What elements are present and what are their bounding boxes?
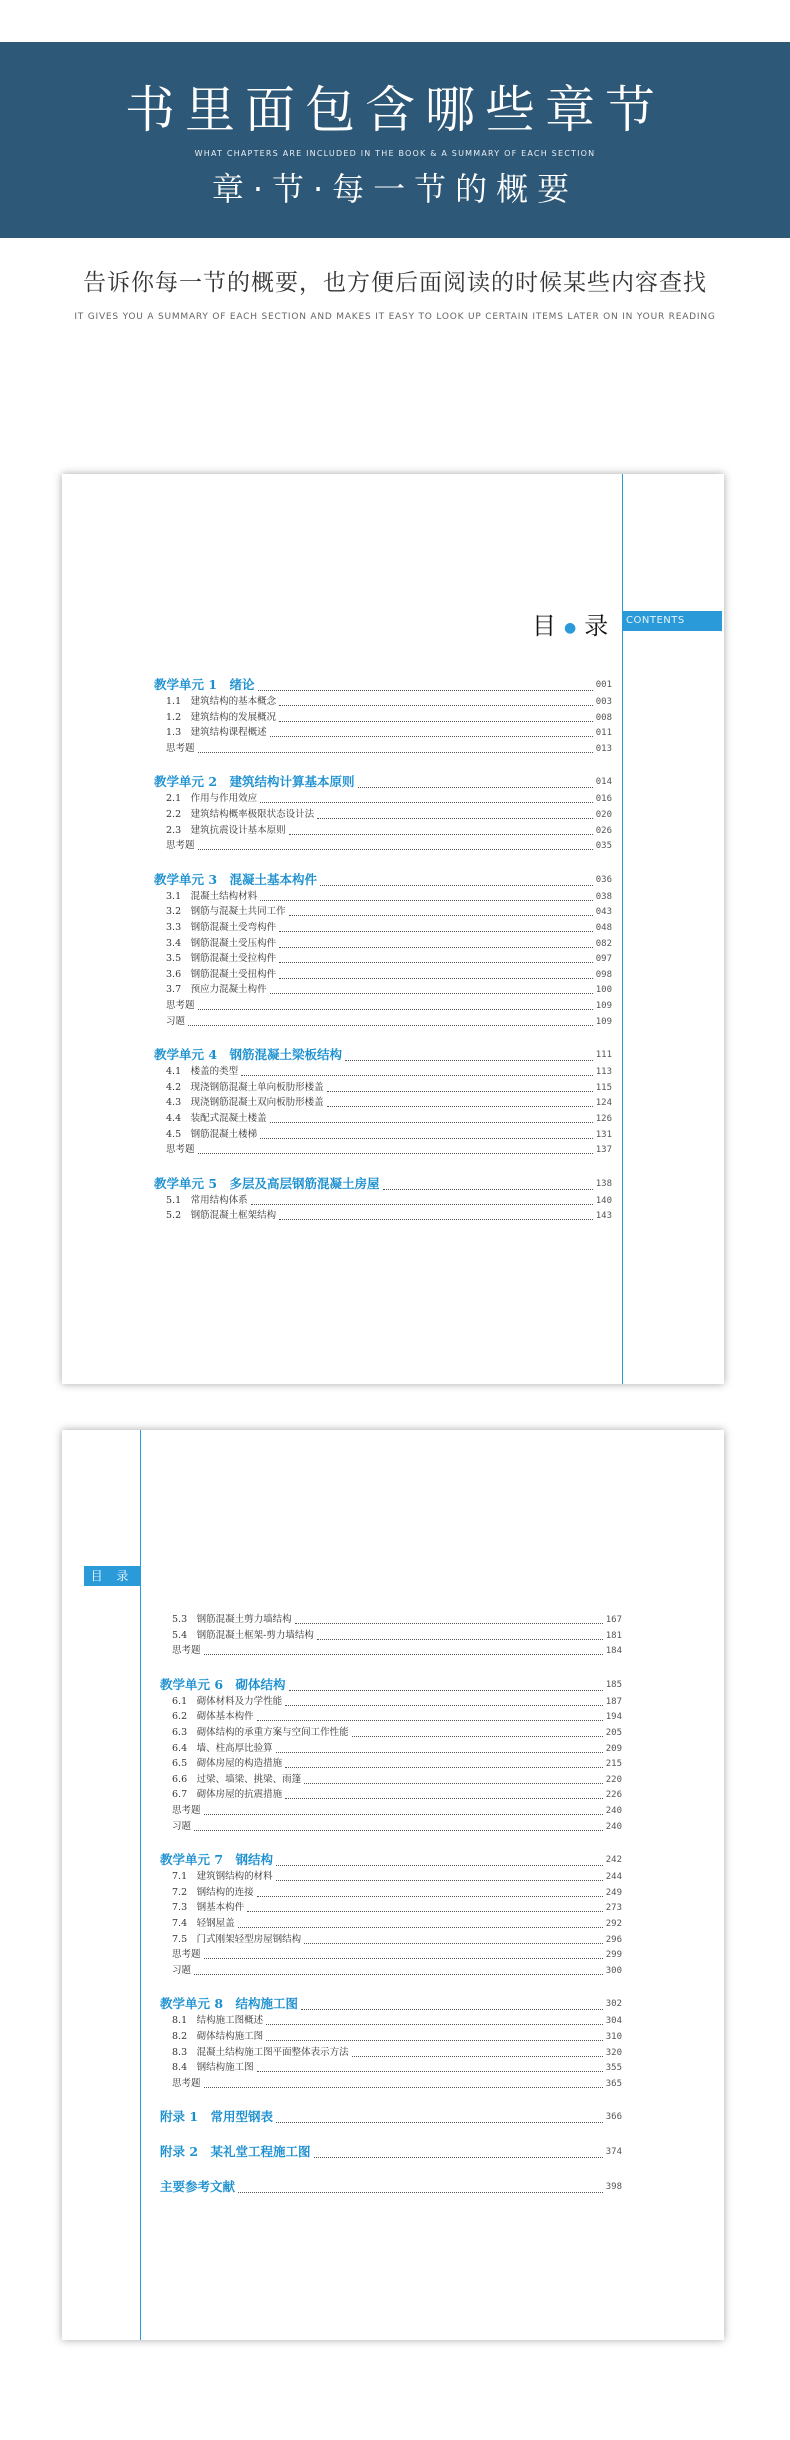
toc-entry-title: 教学单元 2 建筑结构计算基本原则 — [154, 774, 355, 790]
toc-section-row — [172, 1917, 622, 1931]
toc-section-row — [166, 742, 612, 756]
toc-unit-row — [160, 2108, 622, 2126]
toc-leader-dots — [279, 962, 593, 963]
toc-entry-title: 6.2 砌体基本构件 — [172, 1711, 254, 1723]
toc-entry-title: 习题 — [166, 1015, 186, 1027]
toc-leader-dots — [295, 1623, 603, 1624]
toc-entry-title: 3.2 钢筋与混凝土共同工作 — [166, 906, 286, 918]
toc-page-number: 038 — [595, 891, 612, 902]
toc-page-number: 242 — [605, 1855, 622, 1866]
toc-page-number: 215 — [605, 1759, 622, 1770]
toc-section-row — [172, 1773, 622, 1787]
toc-section-row — [172, 1948, 622, 1962]
toc-section-row — [172, 1644, 622, 1658]
toc-page-number: 126 — [595, 1114, 612, 1124]
toc-page-number: 302 — [605, 1999, 622, 2010]
toc-page-number: 097 — [595, 954, 612, 965]
toc-section-row — [172, 1870, 622, 1884]
toc-entry-title: 1.1 建筑结构的基本概念 — [166, 696, 277, 707]
toc-page-number: 043 — [595, 907, 612, 918]
toc-leader-dots — [276, 2122, 603, 2123]
toc-page-number: 310 — [605, 2032, 622, 2042]
toc-entry-title: 4.3 现浇钢筋混凝土双向板肋形楼盖 — [166, 1097, 324, 1109]
toc-entry-title: 1.2 建筑结构的发展概况 — [166, 711, 277, 723]
toc-page-number: 001 — [595, 680, 612, 690]
toc-entry-title: 5.2 钢筋混凝土框架结构 — [166, 1210, 277, 1222]
toc-page-number: 014 — [595, 777, 612, 788]
page-divider-line — [140, 1430, 141, 2340]
toc-entry-title: 5.1 常用结构体系 — [166, 1194, 248, 1206]
toc-entry-title: 2.1 作用与作用效应 — [166, 793, 258, 805]
toc-entry-title: 附录 2 某礼堂工程施工图 — [160, 2144, 311, 2160]
toc-section-row — [166, 983, 612, 997]
toc-page-number: 100 — [595, 985, 612, 996]
toc-page-number: 140 — [595, 1195, 612, 1206]
toc-entry-title: 7.3 钢基本构件 — [172, 1902, 245, 1914]
toc-leader-dots — [352, 1736, 603, 1737]
toc-section-row — [166, 808, 612, 822]
toc-entry-title: 思考题 — [172, 1645, 201, 1657]
toc-section-row — [166, 905, 612, 919]
toc-entry-title: 8.1 结构施工图概述 — [172, 2015, 264, 2027]
toc-leader-dots — [194, 1974, 603, 1975]
toc-section-row — [166, 937, 612, 951]
toc-leader-dots — [304, 1943, 603, 1944]
toc-section-row — [172, 2014, 622, 2028]
toc-section-row — [172, 1710, 622, 1724]
toc-page-number: 185 — [605, 1679, 622, 1690]
toc-section-row — [172, 1695, 622, 1709]
toc-heading-dot: ● — [564, 619, 583, 636]
tagline: 告诉你每一节的概要，也方便后面阅读的时候某些内容查找 — [83, 270, 707, 296]
toc-page-number: 300 — [605, 1965, 622, 1976]
toc-leader-dots — [270, 993, 593, 994]
toc-page-number: 194 — [605, 1712, 622, 1723]
toc-leader-dots — [276, 1752, 603, 1753]
toc-leader-dots — [266, 2024, 603, 2025]
toc-section-row — [166, 1065, 612, 1079]
toc-section-row — [166, 839, 612, 853]
toc-entry-title: 3.4 钢筋混凝土受压构件 — [166, 937, 277, 949]
toc-leader-dots — [241, 1075, 593, 1076]
toc-leader-dots — [301, 2009, 603, 2010]
toc-section-row — [166, 824, 612, 838]
toc-leader-dots — [352, 2056, 603, 2057]
toc-entry-title: 思考题 — [166, 1144, 195, 1156]
toc-entry-title: 教学单元 1 绪论 — [154, 677, 255, 692]
toc-leader-dots — [266, 2040, 603, 2041]
toc-page-number: 109 — [595, 1016, 612, 1027]
toc-unit-row — [160, 2178, 622, 2196]
toc-section-row — [166, 695, 612, 709]
toc-section-row — [166, 952, 612, 966]
toc-entry-title: 主要参考文献 — [160, 2179, 236, 2195]
toc-leader-dots — [276, 1880, 603, 1881]
toc-page-number: 011 — [595, 728, 612, 739]
toc-leader-dots — [345, 1060, 593, 1061]
toc-page-number: 115 — [595, 1082, 612, 1093]
toc-leader-dots — [279, 705, 593, 706]
toc-entry-title: 3.7 预应力混凝土构件 — [166, 984, 267, 996]
toc-section-row — [172, 2046, 622, 2060]
toc-page-number: 365 — [605, 2078, 622, 2089]
toc-leader-dots — [279, 978, 593, 979]
toc-leader-dots — [317, 818, 593, 819]
toc-leader-dots — [204, 2087, 603, 2088]
toc-page-2 — [62, 1430, 724, 2340]
toc-leader-dots — [285, 1767, 603, 1768]
toc-section-row — [166, 711, 612, 725]
toc-leader-dots — [327, 1106, 593, 1107]
toc-entry-title: 4.1 楼盖的类型 — [166, 1066, 239, 1078]
toc-leader-dots — [260, 900, 593, 901]
toc-section-row — [172, 1820, 622, 1834]
toc-page-number: 016 — [595, 794, 612, 805]
toc-page-number: 013 — [595, 743, 612, 754]
toc-leader-dots — [285, 1798, 603, 1799]
banner-title: 书里面包含哪些章节 — [125, 81, 665, 139]
toc-section-row — [166, 1128, 612, 1142]
toc-page-number: 398 — [605, 2182, 622, 2193]
toc-entry-title: 3.3 钢筋混凝土受弯构件 — [166, 922, 277, 933]
toc-section-row — [172, 1901, 622, 1915]
toc-page-number: 220 — [605, 1774, 622, 1785]
toc-heading — [532, 606, 615, 640]
toc-entry-title: 7.2 钢结构的连接 — [172, 1886, 254, 1898]
toc-leader-dots — [279, 721, 593, 722]
toc-entry-title: 4.2 现浇钢筋混凝土单向板肋形楼盖 — [166, 1081, 324, 1093]
toc-section-row — [172, 1804, 622, 1818]
toc-heading-right: 录 — [584, 612, 615, 640]
toc-page-number: 138 — [595, 1178, 612, 1189]
toc-entry-title: 2.3 建筑抗震设计基本原则 — [166, 824, 286, 836]
toc-leader-dots — [279, 1219, 593, 1220]
toc-leader-dots — [198, 752, 593, 753]
toc-leader-dots — [289, 915, 593, 916]
toc-entry-title: 6.4 墙、柱高厚比验算 — [172, 1742, 273, 1754]
toc-entry-title: 3.5 钢筋混凝土受拉构件 — [166, 953, 277, 965]
toc-leader-dots — [238, 2192, 603, 2193]
toc-leader-dots — [247, 1911, 603, 1912]
toc-leader-dots — [289, 834, 593, 835]
toc-heading-left: 目 — [532, 612, 562, 640]
toc-section-row — [166, 1112, 612, 1126]
toc-section-row — [172, 1757, 622, 1771]
toc-leader-dots — [260, 1138, 593, 1139]
toc-entry-title: 4.4 装配式混凝土楼盖 — [166, 1113, 267, 1124]
toc-leader-dots — [260, 802, 593, 803]
toc-leader-dots — [257, 2071, 603, 2072]
toc-entry-title: 8.2 砌体结构施工图 — [172, 2031, 264, 2042]
toc-page-number: 304 — [605, 2016, 622, 2027]
toc-entry-title: 6.7 砌体房屋的抗震措施 — [172, 1789, 283, 1801]
toc-section-row — [172, 1629, 622, 1643]
toc-section-row — [166, 921, 612, 935]
toc-leader-dots — [251, 1204, 593, 1205]
toc-page-number: 366 — [605, 2112, 622, 2123]
toc-unit-row — [160, 2143, 622, 2161]
toc-page-number: 020 — [595, 810, 612, 820]
toc-section-row — [166, 999, 612, 1013]
toc-leader-dots — [304, 1783, 603, 1784]
toc-page-number: 026 — [595, 825, 612, 836]
toc-leader-dots — [317, 1639, 603, 1640]
toc-section-row — [166, 890, 612, 904]
toc-page-number: 167 — [605, 1615, 622, 1625]
toc-section-row — [166, 1209, 612, 1223]
toc-entry-title: 教学单元 3 混凝土基本构件 — [154, 871, 318, 887]
toc-entry-title: 8.3 混凝土结构施工图平面整体表示方法 — [172, 2046, 349, 2058]
toc-page-number: 187 — [605, 1696, 622, 1707]
toc-section-row — [172, 1886, 622, 1900]
toc-page-number: 131 — [595, 1129, 612, 1140]
toc-page-number: 098 — [595, 969, 612, 980]
toc-section-row — [172, 1964, 622, 1978]
toc-leader-dots — [194, 1830, 603, 1831]
toc-entry-title: 6.6 过梁、墙梁、挑梁、雨篷 — [172, 1773, 302, 1785]
toc-entry-title: 1.3 建筑结构课程概述 — [166, 727, 267, 739]
toc-page-number: 296 — [605, 1934, 622, 1945]
toc-page-number: 082 — [595, 938, 612, 949]
toc-leader-dots — [383, 1189, 593, 1190]
toc-leader-dots — [258, 690, 593, 691]
toc-leader-dots — [257, 1720, 603, 1721]
toc-section-row — [172, 2077, 622, 2091]
toc-leader-dots — [279, 947, 593, 948]
toc-page-number: 355 — [605, 2063, 622, 2074]
toc-leader-dots — [285, 1705, 603, 1706]
toc-entry-title: 思考题 — [166, 742, 195, 754]
toc-entry-title: 思考题 — [172, 1805, 201, 1816]
toc-entry-title: 3.1 混凝土结构材料 — [166, 890, 258, 902]
toc-page-number: 249 — [605, 1887, 622, 1898]
toc-section-row — [166, 1096, 612, 1110]
toc-entry-title: 5.3 钢筋混凝土剪力墙结构 — [172, 1614, 292, 1625]
toc-page-number: 143 — [595, 1211, 612, 1222]
toc-page-number: 048 — [595, 923, 612, 933]
toc-entry-title: 6.5 砌体房屋的构造措施 — [172, 1758, 283, 1770]
toc-entry-title: 思考题 — [166, 840, 195, 852]
toc-page-number: 209 — [605, 1743, 622, 1754]
toc-tag: 目 录 — [84, 1566, 140, 1586]
toc-section-row — [166, 1194, 612, 1208]
banner-subtitle: 章·节·每一节的概要 — [211, 170, 579, 208]
toc-leader-dots — [188, 1025, 593, 1026]
toc-unit-row — [154, 1175, 612, 1193]
toc-entry-title: 教学单元 8 结构施工图 — [160, 1996, 299, 2012]
toc-page-number: 003 — [595, 697, 612, 707]
toc-section-row — [172, 1613, 622, 1627]
toc-leader-dots — [358, 787, 593, 788]
toc-page-number: 035 — [595, 841, 612, 852]
toc-leader-dots — [198, 849, 593, 850]
toc-unit-row — [154, 871, 612, 889]
header-banner — [0, 42, 790, 238]
toc-entry-title: 教学单元 7 钢结构 — [160, 1852, 274, 1868]
toc-leader-dots — [320, 885, 593, 886]
toc-page-number: 184 — [605, 1646, 622, 1657]
toc-page-number: 244 — [605, 1872, 622, 1883]
toc-unit-row — [160, 1851, 622, 1869]
toc-section-row — [166, 792, 612, 806]
toc-section-row — [166, 1081, 612, 1095]
toc-entry-title: 7.5 门式刚架轻型房屋钢结构 — [172, 1933, 302, 1945]
toc-entry-title: 7.4 轻钢屋盖 — [172, 1918, 235, 1929]
toc-page-number: 226 — [605, 1790, 622, 1801]
toc-section-row — [166, 726, 612, 740]
toc-section-row — [172, 2030, 622, 2044]
toc-leader-dots — [257, 1896, 603, 1897]
toc-entry-title: 思考题 — [166, 1000, 195, 1011]
toc-page-number: 273 — [605, 1903, 622, 1914]
toc-entry-title: 5.4 钢筋混凝土框架-剪力墙结构 — [172, 1629, 314, 1641]
toc-page-number: 292 — [605, 1919, 622, 1929]
toc-entry-title: 教学单元 5 多层及高层钢筋混凝土房屋 — [154, 1175, 380, 1191]
toc-leader-dots — [276, 1865, 603, 1866]
toc-leader-dots — [238, 1927, 603, 1928]
toc-page-number: 205 — [605, 1728, 622, 1738]
toc-section-row — [172, 1726, 622, 1740]
toc-page-number: 036 — [595, 874, 612, 885]
toc-entry-title: 教学单元 6 砌体结构 — [160, 1676, 286, 1692]
toc-leader-dots — [198, 1153, 593, 1154]
toc-entry-title: 7.1 建筑钢结构的材料 — [172, 1871, 273, 1883]
toc-entry-title: 习题 — [172, 1964, 192, 1976]
toc-leader-dots — [198, 1009, 593, 1010]
toc-page-number: 181 — [605, 1630, 622, 1641]
toc-page-number: 008 — [595, 712, 612, 723]
toc-leader-dots — [204, 1958, 603, 1959]
toc-entry-title: 8.4 钢结构施工图 — [172, 2062, 254, 2074]
toc-page-number: 240 — [605, 1821, 622, 1832]
toc-entry-title: 6.3 砌体结构的承重方案与空间工作性能 — [172, 1727, 349, 1738]
toc-page-number: 374 — [605, 2147, 622, 2158]
toc-entry-title: 教学单元 4 钢筋混凝土梁板结构 — [154, 1047, 343, 1063]
toc-section-row — [172, 1933, 622, 1947]
toc-entry-title: 习题 — [172, 1820, 192, 1832]
toc-section-row — [172, 2061, 622, 2075]
toc-entry-title: 思考题 — [172, 1949, 201, 1961]
toc-section-row — [172, 1788, 622, 1802]
toc-unit-row — [154, 676, 612, 694]
tagline-english: IT GIVES YOU A SUMMARY OF EACH SECTION AND MAKES IT EASY TO LOOK UP CERTAIN ITEMS LATER ON IN YOUR READING — [74, 312, 716, 322]
toc-entry-title: 思考题 — [172, 2077, 201, 2089]
toc-section-row — [166, 1143, 612, 1157]
toc-entry-title: 6.1 砌体材料及力学性能 — [172, 1695, 283, 1707]
toc-leader-dots — [204, 1814, 603, 1815]
toc-unit-row — [154, 1046, 612, 1064]
toc-leader-dots — [270, 736, 593, 737]
toc-page-number: 111 — [595, 1050, 612, 1061]
toc-page-number: 124 — [595, 1098, 612, 1109]
toc-section-row — [172, 1742, 622, 1756]
toc-leader-dots — [327, 1091, 593, 1092]
contents-tag: CONTENTS — [622, 611, 722, 631]
toc-section-row — [166, 1015, 612, 1029]
toc-page-number: 113 — [595, 1067, 612, 1078]
toc-entry-title: 附录 1 常用型钢表 — [160, 2109, 274, 2125]
toc-section-row — [166, 968, 612, 982]
toc-page-number: 320 — [605, 2047, 622, 2058]
toc-unit-row — [154, 773, 612, 791]
toc-leader-dots — [314, 2157, 603, 2158]
toc-leader-dots — [289, 1690, 603, 1691]
toc-entry-title: 2.2 建筑结构概率极限状态设计法 — [166, 809, 315, 820]
toc-page-number: 137 — [595, 1145, 612, 1156]
toc-page-number: 299 — [605, 1950, 622, 1961]
toc-entry-title: 4.5 钢筋混凝土楼梯 — [166, 1128, 258, 1140]
toc-unit-row — [160, 1676, 622, 1694]
toc-page-number: 240 — [605, 1806, 622, 1816]
toc-page-1 — [62, 474, 724, 1384]
toc-unit-row — [160, 1995, 622, 2013]
toc-leader-dots — [204, 1654, 603, 1655]
toc-page-number: 109 — [595, 1001, 612, 1011]
toc-entry-title: 3.6 钢筋混凝土受扭构件 — [166, 968, 277, 980]
toc-leader-dots — [270, 1122, 593, 1123]
toc-leader-dots — [279, 931, 593, 932]
banner-subtitle-english: WHAT CHAPTERS ARE INCLUDED IN THE BOOK & A SUMMARY OF EACH SECTION — [194, 149, 596, 158]
